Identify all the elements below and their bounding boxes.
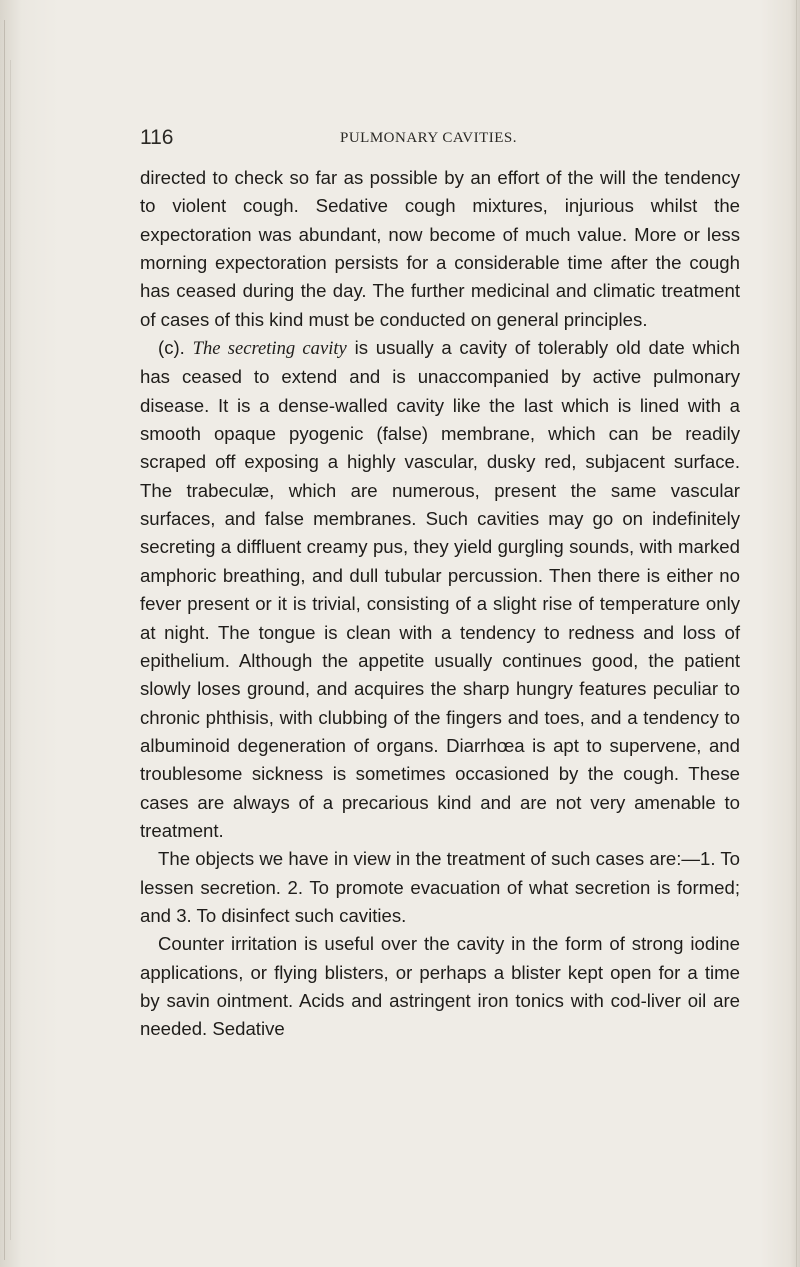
italic-term: The secreting cavity	[192, 338, 347, 360]
section-label: (c).	[158, 337, 185, 359]
paragraph-text: is usually a cavity of tolerably old date which has ceased to extend and is unaccompanied by active pulmonary disease. It is a dense-walled cavity like the last which is lined with a smooth opaque pyogenic (false) membrane, which can be readily scraped off exposing a highly vascular, dusky red, subjacent surface. The trabeculæ, which are numerous, present the same vascular surfaces, and false membranes. Such cavities may go on indefinitely secreting a diffluent creamy pus, they yield gurgling sounds, with marked amphoric breathing, and dull tubular percussion. Then there is either no fever present or it is trivial, consisting of a slight rise of temperature only at night. The tongue is clean with a tendency to redness and loss of epithelium. Although the appetite usually continues good, the patient slowly loses ground, and acquires the sharp hungry features peculiar to chronic phthisis, with clubbing of the fingers and toes, and a tendency to albuminoid degeneration of organs. Diarrhœa is apt to supervene, and troublesome sickness is sometimes occasioned by the cough. These cases are always of a precarious kind and are not very amenable to treatment.	[140, 337, 740, 841]
gutter-line	[10, 60, 11, 1240]
page-number: 116	[140, 126, 174, 149]
paragraph	[140, 334, 740, 845]
body-text	[140, 164, 740, 1044]
paragraph: The objects we have in view in the treatment of such cases are:—1. To lessen secretion. 2. To promote evacuation of what secretion is formed; and 3. To disinfect such cavities.	[140, 848, 740, 926]
page-header	[140, 126, 740, 156]
gutter-line	[4, 20, 5, 1260]
right-edge-line	[796, 0, 797, 1267]
paragraph: directed to check so far as possible by an effort of the will the tendency to violent cough. Sedative cough mixtures, injurious whilst the expectoration was abundant, now become of much value. More or less morning expectoration persists for a considerable time after the cough has ceased during the day. The further medicinal and climatic treatment of cases of this kind must be conducted on general principles.	[140, 167, 740, 330]
running-head: PULMONARY CAVITIES.	[340, 130, 518, 146]
paragraph: Counter irritation is useful over the cavity in the form of strong iodine applications, or flying blisters, or perhaps a blister kept open for a time by savin ointment. Acids and astringent iron tonics with cod-liver oil are needed. Sedative	[140, 933, 740, 1040]
